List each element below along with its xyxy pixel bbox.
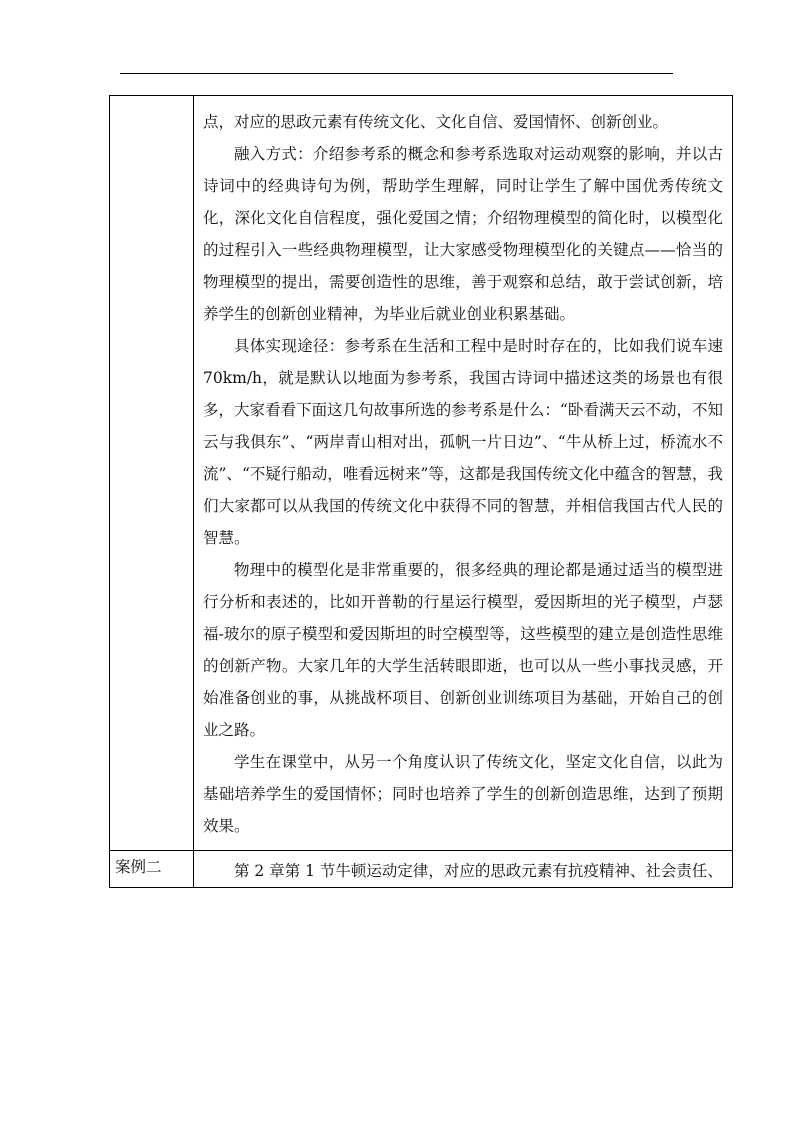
paragraph-case-two-intro: 第 2 章第 1 节牛顿运动定律，对应的思政元素有抗疫精神、社会责任、 (234, 862, 723, 880)
case-content-cell (194, 851, 733, 888)
paragraph-elements-continued: 点，对应的思政元素有传统文化、文化自信、爱国情怀、创新创业。 (203, 113, 669, 131)
paragraph-modeling: 物理中的模型化是非常重要的，很多经典的理论都是通过适当的模型进行分析和表述的，比如开普勒的行星运行模型，爱因斯坦的光子模型，卢瑟福-玻尔的原子模型和爱因斯坦的时空模型等，这些模型的建立是创造性思维的创新产物。大家几年的大学生活转眼即逝，也可以从一些小事找灵感，开始准备创业的事，从挑战杯项目、创新创业训练项目为基础，开始自己的创业之路。 (203, 561, 723, 739)
header-rule (120, 73, 673, 74)
paragraph-integration-method: 融入方式：介绍参考系的概念和参考系选取对运动观察的影响，并以古诗词中的经典诗句为例，帮助学生理解，同时让学生了解中国优秀传统文化，深化文化自信程度，强化爱国之情；介绍物理模型的简化时，以模型化的过程引入一些经典物理模型，让大家感受物理模型化的关键点——恰当的物理模型的提出，需要创造性的思维，善于观察和总结，敢于尝试创新，培养学生的创新创业精神，为毕业后就业创业积累基础。 (203, 145, 723, 323)
case-content-cell (194, 96, 733, 851)
case-table (109, 95, 733, 888)
case-label: 案例二 (115, 858, 162, 876)
paragraph-implementation: 具体实现途径：参考系在生活和工程中是时时存在的，比如我们说车速70km/h，就是默认以地面为参考系，我国古诗词中描述这类的场景也有很多，大家看看下面这几句故事所选的参考系是什么：“卧看满天云不动，不知云与我俱东”、“两岸青山相对出，孤帆一片日边”、“牛从桥上过，桥流水不流”、“不疑行船动，唯看远树来”等，这都是我国传统文化中蕴含的智慧，我们大家都可以从我国的传统文化中获得不同的智慧，并相信我国古代人民的智慧。 (203, 337, 723, 547)
case-label-cell (110, 96, 194, 851)
paragraph-outcome: 学生在课堂中，从另一个角度认识了传统文化，坚定文化自信，以此为基础培养学生的爱国情怀；同时也培养了学生的创新创造思维，达到了预期效果。 (203, 753, 723, 835)
case-label-cell (110, 851, 194, 888)
table-row (110, 96, 733, 851)
table-row (110, 851, 733, 888)
